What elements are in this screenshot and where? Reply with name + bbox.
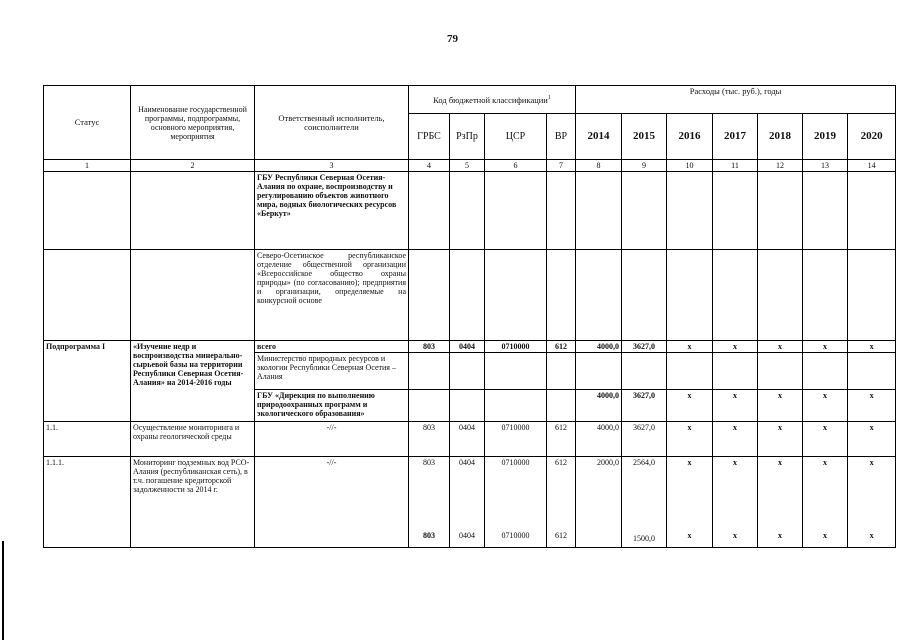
cell-empty — [576, 250, 622, 340]
value-2015: 3627,0 — [622, 422, 667, 457]
vr-value-a: 612 — [555, 457, 568, 467]
value-2014-cell — [576, 456, 622, 547]
cell-empty — [667, 250, 713, 340]
cell-empty — [758, 250, 803, 340]
col-num: 12 — [758, 160, 803, 172]
value-2017-b: х — [733, 530, 738, 540]
cell-empty — [547, 389, 576, 421]
cell-empty — [450, 172, 485, 250]
cell-empty — [547, 250, 576, 340]
col-num: 9 — [622, 160, 667, 172]
grbs-value: 803 — [409, 422, 450, 457]
vr-value: 612 — [547, 422, 576, 457]
cell-empty — [803, 352, 848, 389]
value-2016: х — [667, 389, 713, 421]
cell-empty — [848, 172, 896, 250]
col-num: 5 — [450, 160, 485, 172]
cell-empty — [758, 352, 803, 389]
executor-voop: Северо-Осетинское республиканское отделение общественной организации «Всероссийское общество охраны природы» (по согласованию); предприятия и организации, определяемые на конкурсной основе — [255, 250, 409, 340]
csr-value-b: 0710000 — [501, 530, 530, 540]
col-num: 6 — [485, 160, 547, 172]
header-year-2014: 2014 — [576, 114, 622, 160]
value-2014-a: 2000,0 — [597, 457, 620, 467]
cell-empty — [450, 352, 485, 389]
value-2020-cell — [848, 456, 896, 547]
col-num: 7 — [547, 160, 576, 172]
value-2019: х — [803, 340, 848, 352]
cell-empty — [848, 250, 896, 340]
cell-empty — [803, 250, 848, 340]
value-2018: х — [758, 340, 803, 352]
column-number-row — [44, 160, 896, 172]
status-1-1-1: 1.1.1. — [44, 456, 131, 547]
value-2019-cell — [803, 456, 848, 547]
grbs-value: 803 — [409, 340, 450, 352]
cell-empty — [485, 389, 547, 421]
value-2018-a: х — [778, 457, 783, 467]
value-2015: 3627,0 — [622, 340, 667, 352]
header-status: Статус — [44, 86, 131, 160]
header-vr: ВР — [547, 114, 576, 160]
cell-empty — [848, 352, 896, 389]
csr-cell — [485, 456, 547, 547]
cell-empty — [44, 250, 131, 340]
col-num: 10 — [667, 160, 713, 172]
value-2019: х — [803, 422, 848, 457]
rzpr-value: 0404 — [450, 340, 485, 352]
value-2014: 4000,0 — [576, 422, 622, 457]
cell-empty — [409, 352, 450, 389]
executor-total: всего — [255, 340, 409, 352]
name-subprogram: «Изучение недр и воспроизводства минерально-сырьевой базы на территории Республики Северная Осетия-Алания» на 2014-2016 годы — [131, 340, 255, 421]
value-2018-b: х — [778, 530, 783, 540]
header-year-2019: 2019 — [803, 114, 848, 160]
value-2019-b: х — [823, 530, 828, 540]
grbs-value-a: 803 — [423, 457, 435, 467]
budget-table — [43, 85, 896, 548]
scan-edge-rule — [2, 541, 4, 640]
table-row-voop — [44, 250, 896, 340]
cell-empty — [485, 172, 547, 250]
value-2020-b: х — [869, 530, 874, 540]
status-1-1: 1.1. — [44, 422, 131, 457]
value-2017: х — [713, 340, 758, 352]
value-2020: х — [848, 389, 896, 421]
value-2015-cell — [622, 456, 667, 547]
value-2014: 4000,0 — [576, 340, 622, 352]
executor-1-1: -//- — [255, 422, 409, 457]
value-2015: 3627,0 — [622, 389, 667, 421]
value-2020: х — [848, 340, 896, 352]
grbs-cell — [409, 456, 450, 547]
cell-empty — [576, 172, 622, 250]
value-2016-cell — [667, 456, 713, 547]
value-2014: 4000,0 — [576, 389, 622, 421]
cell-empty — [131, 172, 255, 250]
cell-empty — [713, 352, 758, 389]
header-budget-code — [409, 86, 576, 114]
value-2020: х — [848, 422, 896, 457]
cell-empty — [409, 389, 450, 421]
cell-empty — [485, 352, 547, 389]
status-subprogram: Подпрограмма I — [44, 340, 131, 421]
cell-empty — [713, 172, 758, 250]
cell-empty — [576, 352, 622, 389]
col-num: 14 — [848, 160, 896, 172]
cell-empty — [547, 352, 576, 389]
cell-empty — [667, 172, 713, 250]
value-2018: х — [758, 422, 803, 457]
header-year-2020: 2020 — [848, 114, 896, 160]
cell-empty — [667, 352, 713, 389]
vr-value-b: 612 — [555, 530, 568, 540]
value-2017: х — [713, 422, 758, 457]
budget-code-footnote: 1 — [547, 95, 551, 102]
executor-berkut: ГБУ Республики Северная Осетия-Алания по охране, воспроизводству и регулированию объектов животного мира, водных биологических ресурсов «Беркут» — [255, 172, 409, 250]
cell-empty — [450, 250, 485, 340]
header-name: Наименование государственной программы, подпрограммы, основного мероприятия, мероприятия — [131, 86, 255, 160]
value-2019-a: х — [823, 457, 828, 467]
value-2018: х — [758, 389, 803, 421]
grbs-value-b: 803 — [423, 530, 435, 540]
executor-directorate: ГБУ «Дирекция по выполнению природоохранных программ и экологического образования» — [255, 389, 409, 421]
value-2016: х — [667, 340, 713, 352]
executor-1-1-1: -//- — [255, 456, 409, 547]
value-2020-a: х — [869, 457, 874, 467]
cell-empty — [450, 389, 485, 421]
header-row-1 — [44, 86, 896, 114]
name-1-1-1: Мониторинг подземных вод РСО-Алания (республиканская сеть), в т.ч. погашение кредиторской задолженности за 2014 г. — [131, 456, 255, 547]
cell-empty — [622, 352, 667, 389]
cell-empty — [485, 250, 547, 340]
col-num: 3 — [255, 160, 409, 172]
cell-empty — [758, 172, 803, 250]
name-1-1: Осуществление мониторинга и охраны геологической среды — [131, 422, 255, 457]
header-rzpr: РзПр — [450, 114, 485, 160]
cell-empty — [713, 250, 758, 340]
col-num: 8 — [576, 160, 622, 172]
vr-value: 612 — [547, 340, 576, 352]
budget-code-text: Код бюджетной классификации — [433, 95, 548, 106]
header-year-2015: 2015 — [622, 114, 667, 160]
value-2017-cell — [713, 456, 758, 547]
table-row-1-1 — [44, 422, 896, 457]
cell-empty — [409, 250, 450, 340]
value-2019: х — [803, 389, 848, 421]
rzpr-cell — [450, 456, 485, 547]
header-year-2017: 2017 — [713, 114, 758, 160]
col-num: 2 — [131, 160, 255, 172]
cell-empty — [131, 250, 255, 340]
cell-empty — [803, 172, 848, 250]
cell-empty — [547, 172, 576, 250]
header-grbs: ГРБС — [409, 114, 450, 160]
rzpr-value-a: 0404 — [459, 457, 475, 467]
value-2015-a: 2564,0 — [633, 457, 656, 467]
header-csr: ЦСР — [485, 114, 547, 160]
header-expenses: Расходы (тыс. руб.), годы — [576, 86, 896, 114]
page-number: 79 — [447, 33, 458, 45]
value-2016-a: х — [687, 457, 692, 467]
cell-empty — [622, 250, 667, 340]
table-row-subprogram-total — [44, 340, 896, 352]
vr-cell — [547, 456, 576, 547]
table-row-berkut — [44, 172, 896, 250]
col-num: 11 — [713, 160, 758, 172]
csr-value-a: 0710000 — [501, 457, 530, 467]
col-num: 1 — [44, 160, 131, 172]
cell-empty — [44, 172, 131, 250]
cell-empty — [622, 172, 667, 250]
cell-empty — [409, 172, 450, 250]
value-2017-a: х — [733, 457, 738, 467]
csr-value: 0710000 — [485, 422, 547, 457]
value-2017: х — [713, 389, 758, 421]
col-num: 13 — [803, 160, 848, 172]
value-2015-b: 1500,0 — [633, 533, 656, 543]
value-2018-cell — [758, 456, 803, 547]
header-year-2018: 2018 — [758, 114, 803, 160]
value-2016-b: х — [687, 530, 692, 540]
rzpr-value: 0404 — [450, 422, 485, 457]
value-2016: х — [667, 422, 713, 457]
header-executor: Ответственный исполнитель, соисполнители — [255, 86, 409, 160]
header-year-2016: 2016 — [667, 114, 713, 160]
executor-ministry: Министерство природных ресурсов и экологии Республики Северная Осетия – Алания — [255, 352, 409, 389]
col-num: 4 — [409, 160, 450, 172]
csr-value: 0710000 — [485, 340, 547, 352]
rzpr-value-b: 0404 — [459, 530, 475, 540]
table-row-1-1-1 — [44, 456, 896, 547]
